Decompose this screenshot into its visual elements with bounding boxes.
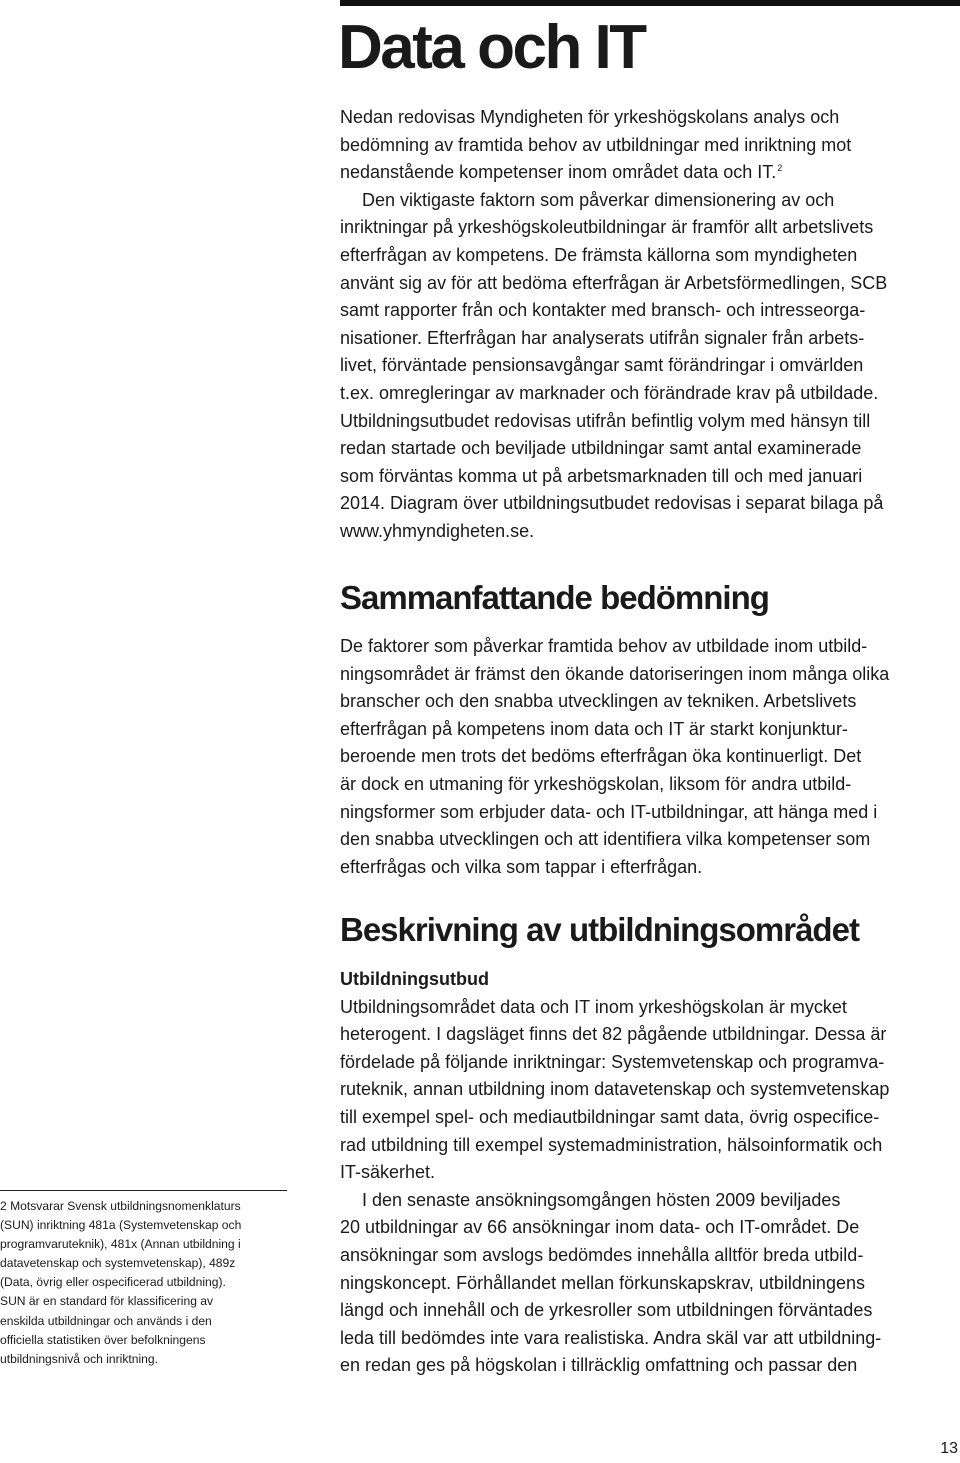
text-line: heterogent. I dagsläget finns det 82 pågående utbildningar. Dessa är: [340, 1024, 887, 1045]
text-line: längd och innehåll och de yrkesroller som utbildningen förväntades: [340, 1300, 873, 1321]
footnote-line: programvaruteknik), 481x (Annan utbildning i: [0, 1237, 241, 1252]
footnote-line: officiella statistiken över befolkningens: [0, 1332, 206, 1347]
text-line: ruteknik, annan utbildning inom datavetenskap och systemvetenskap: [340, 1079, 890, 1100]
text-line: leda till bedömdes inte vara realistiska. Andra skäl var att utbildning-: [340, 1327, 882, 1348]
text-line: 2014. Diagram över utbildningsutbudet redovisas i separat bilaga på: [340, 493, 884, 514]
text-line: inriktningar på yrkeshögskoleutbildningar är framför allt arbetslivets: [340, 217, 874, 238]
intro-paragraph-1: [340, 104, 960, 187]
text-line: livet, förväntade pensionsavgångar samt förändringar i omvärlden: [340, 355, 864, 376]
text-line: en redan ges på högskolan i tillräcklig omfattning och passar den: [340, 1355, 858, 1376]
text-line: branscher och den snabba utvecklingen av tekniken. Arbetslivets: [340, 691, 857, 712]
text-line: ningskoncept. Förhållandet mellan förkunskapskrav, utbildningens: [340, 1272, 865, 1293]
top-rule: [340, 0, 960, 6]
text-line: IT-säkerhet.: [340, 1162, 436, 1183]
text-line: använt sig av för att bedöma efterfrågan är Arbetsförmedlingen, SCB: [340, 272, 888, 293]
description-heading: Beskrivning av utbildningsområdet: [340, 911, 859, 948]
text-line: Utbildningsutbudet redovisas utifrån befintlig volym med hänsyn till: [340, 410, 871, 431]
text-line: samt rapporter från och kontakter med bransch- och intresseorga-: [340, 300, 866, 321]
subheading: Utbildningsutbud: [340, 969, 489, 989]
text-line: efterfrågan av kompetens. De främsta källorna som myndigheten: [340, 244, 858, 265]
text-line: Utbildningsområdet data och IT inom yrkeshögskolan är mycket: [340, 996, 847, 1017]
text-line: De faktorer som påverkar framtida behov av utbildade inom utbild-: [340, 636, 868, 656]
text-line: www.yhmyndigheten.se.: [340, 520, 535, 541]
text-line-with-ref: [340, 159, 960, 187]
text-line: är dock en utmaning för yrkeshögskolan, liksom för andra utbild-: [340, 773, 852, 794]
text-line: ningsformer som erbjuder data- och IT-utbildningar, att hänga med i: [340, 801, 878, 822]
text-line: den snabba utvecklingen och att identifiera vilka kompetenser som: [340, 829, 871, 850]
text-line: som förväntas komma ut på arbetsmarknaden till och med januari: [340, 465, 863, 486]
footnote-ref: 2: [777, 163, 783, 174]
summary-section: [340, 633, 960, 881]
text-line: till exempel spel- och mediautbildningar samt data, övrig ospecifice-: [340, 1106, 880, 1127]
footnote-line: SUN är en standard för klassificering av: [0, 1294, 214, 1309]
footnote-line: (SUN) inriktning 481a (Systemvetenskap och: [0, 1218, 242, 1233]
footnote-line: enskilda utbildningar och används i den: [0, 1313, 212, 1328]
text-line: bedömning av framtida behov av utbildningar med inriktning mot: [340, 134, 852, 155]
text-line: efterfrågan på kompetens inom data och IT är starkt konjunktur-: [340, 718, 848, 739]
text-line: redan startade och beviljade utbildningar samt antal examinerade: [340, 438, 862, 459]
text-line: ansökningar som avslogs bedömdes innehålla alltför breda utbild-: [340, 1244, 864, 1265]
text-line: Den viktigaste faktorn som påverkar dimensionering av och: [362, 189, 835, 210]
summary-paragraph: [340, 633, 960, 881]
footnote-line: utbildningsnivå och inriktning.: [0, 1351, 158, 1366]
text-line: rad utbildning till exempel systemadministration, hälsoinformatik och: [340, 1134, 883, 1155]
text-line: ningsområdet är främst den ökande datoriseringen inom många olika: [340, 663, 890, 684]
text-line: I den senaste ansökningsomgången hösten 2009 beviljades: [362, 1189, 841, 1210]
footnote: [0, 1197, 300, 1369]
intro-paragraph-2: [340, 187, 960, 546]
text-line: t.ex. omregleringar av marknader och förändrade krav på utbildade.: [340, 382, 879, 403]
footnote-line: (Data, övrig eller ospecificerad utbildning).: [0, 1275, 226, 1290]
text-line: fördelade på följande inriktningar: Systemvetenskap och programva-: [340, 1051, 885, 1072]
description-paragraph-1: [340, 994, 960, 1187]
text-line: Nedan redovisas Myndigheten för yrkeshögskolans analys och: [340, 107, 840, 127]
page-number: 13: [940, 1440, 958, 1457]
text-line: efterfrågas och vilka som tappar i efterfrågan.: [340, 856, 703, 877]
description-paragraph-2: [340, 1187, 960, 1380]
text-line: nedanstående kompetenser inom området data och IT.: [340, 162, 777, 183]
intro-section: [340, 104, 960, 546]
summary-heading: Sammanfattande bedömning: [340, 579, 769, 616]
text-line: nisationer. Efterfrågan har analyserats utifrån signaler från arbets-: [340, 327, 865, 348]
footnote-line: datavetenskap och systemvetenskap), 489z: [0, 1256, 236, 1271]
text-line: beroende men trots det bedöms efterfrågan öka kontinuerligt. Det: [340, 746, 862, 767]
description-section: [340, 966, 960, 1380]
footnote-line: 2 Motsvarar Svensk utbildningsnomenklaturs: [0, 1199, 241, 1213]
text-line: 20 utbildningar av 66 ansökningar inom data- och IT-området. De: [340, 1217, 860, 1238]
page-title: Data och IT: [338, 13, 645, 82]
footnote-rule: [0, 1190, 287, 1191]
